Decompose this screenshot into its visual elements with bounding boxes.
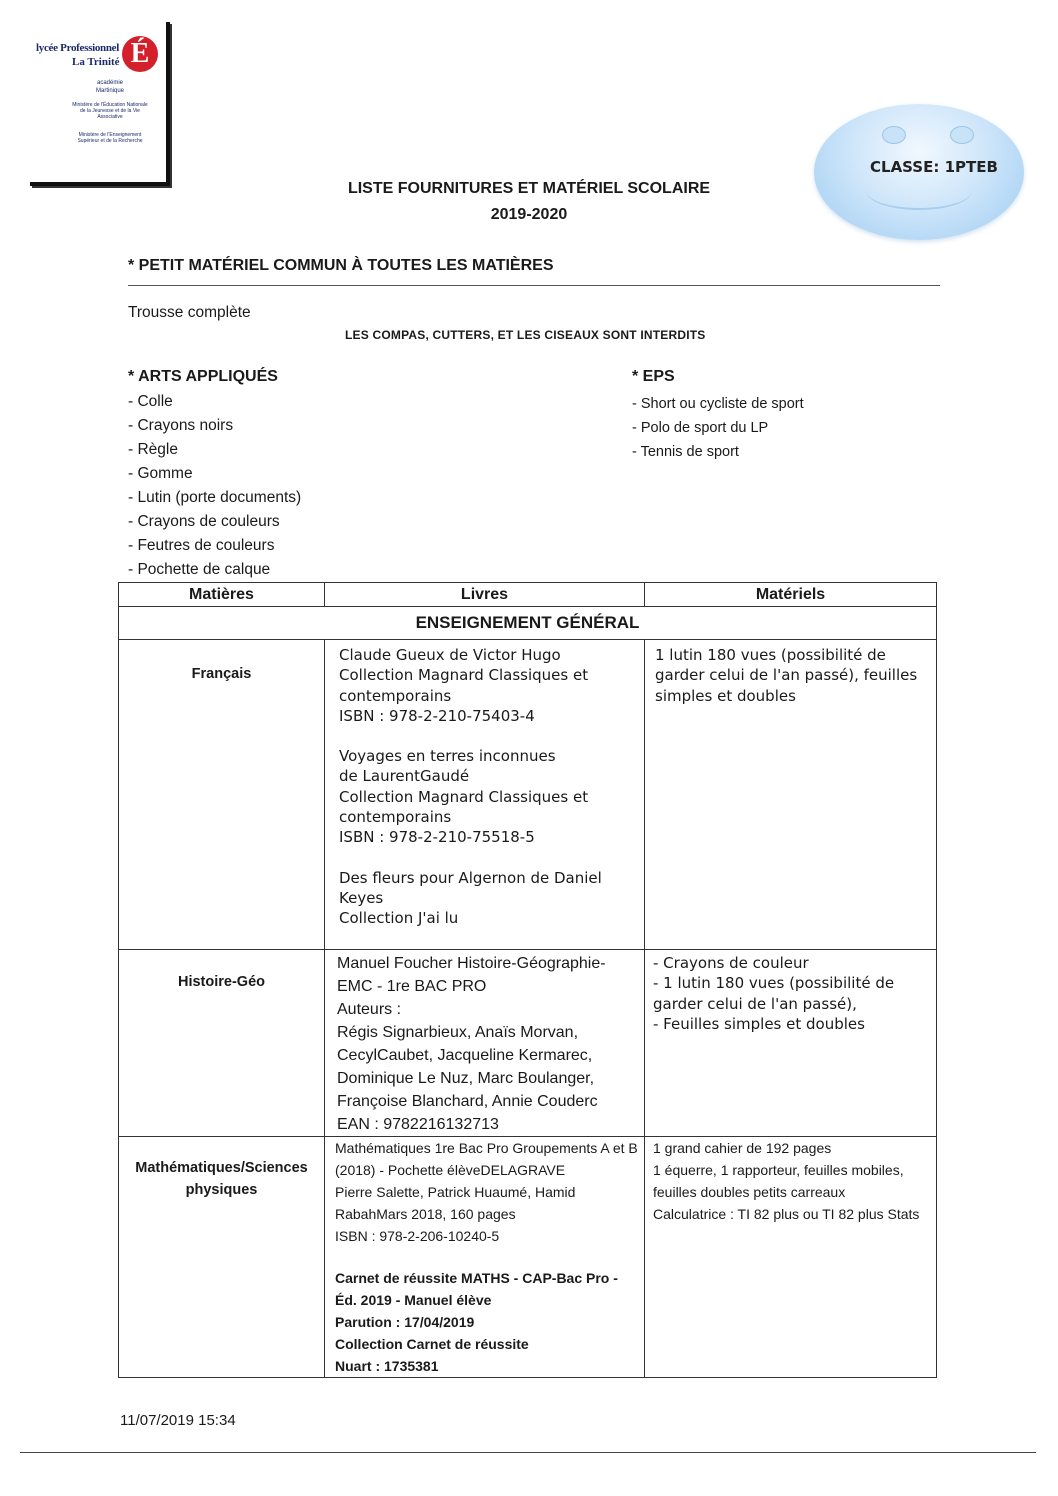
book-line: ISBN : 978-2-210-75518-5 bbox=[339, 828, 535, 847]
header-materiels: Matériels bbox=[645, 583, 937, 607]
page-title: LISTE FOURNITURES ET MATÉRIEL SCOLAIRE bbox=[347, 180, 711, 197]
list-item: - Short ou cycliste de sport bbox=[632, 396, 804, 412]
material-line: 1 grand cahier de 192 pages bbox=[653, 1139, 832, 1156]
material-line: - Crayons de couleur bbox=[653, 953, 809, 972]
footer-divider bbox=[20, 1452, 1036, 1453]
book-line: EAN : 9782216132713 bbox=[337, 1115, 499, 1133]
books-histoire-geo bbox=[325, 949, 645, 1136]
subject-maths: Mathématiques/Sciences physiques bbox=[119, 1136, 325, 1377]
material-line: - 1 lutin 180 vues (possibilité de garder celui de l'an passé), bbox=[653, 974, 895, 1013]
material-line: 1 équerre, 1 rapporteur, feuilles mobiles, feuilles doubles petits carreaux bbox=[653, 1161, 904, 1200]
material-line: Calculatrice : TI 82 plus ou TI 82 plus Stats bbox=[653, 1205, 920, 1222]
school-logo bbox=[30, 22, 170, 186]
supplies-table bbox=[118, 582, 937, 1378]
logo-ministry-1: Ministère de l'Éducation Nationale de la Jeunesse et de la Vie Associative bbox=[72, 102, 148, 120]
logo-region: Martinique bbox=[95, 88, 124, 94]
list-item: - Règle bbox=[128, 441, 178, 458]
table-row bbox=[119, 1136, 937, 1377]
eps-heading: * EPS bbox=[632, 368, 675, 385]
book-line: Claude Gueux de Victor Hugo bbox=[339, 646, 561, 664]
list-item: - Pochette de calque bbox=[128, 561, 271, 578]
book-line: Manuel Foucher Histoire-Géographie-EMC - 1re BAC PRO bbox=[337, 954, 606, 995]
book-line-bold: Carnet de réussite MATHS - CAP-Bac Pro - Éd. 2019 - Manuel élève bbox=[335, 1269, 618, 1308]
book-line: Régis Signarbieux, Anaïs Morvan, CecylCaubet, Jacqueline Kermarec, Dominique Le Nuz, Marc Boulanger, Françoise Blanchard, Annie Couderc bbox=[337, 1023, 598, 1110]
eps-list bbox=[632, 392, 804, 464]
list-item: - Lutin (porte documents) bbox=[128, 489, 302, 506]
school-year: 2019-2020 bbox=[490, 206, 568, 223]
heading-divider bbox=[128, 285, 940, 286]
books-francais bbox=[325, 640, 645, 950]
logo-ministry-2: Ministère de l'Enseignement Supérieur et de la Recherche bbox=[77, 132, 143, 144]
subject-francais: Français bbox=[119, 640, 325, 950]
list-item: - Feutres de couleurs bbox=[128, 537, 275, 554]
forbidden-warning: LES COMPAS, CUTTERS, ET LES CISEAUX SONT INTERDITS bbox=[345, 328, 706, 342]
table-header-row bbox=[119, 583, 937, 607]
section-title: ENSEIGNEMENT GÉNÉRAL bbox=[119, 607, 937, 640]
list-item: - Crayons noirs bbox=[128, 417, 234, 434]
logo-line-2: La Trinité bbox=[72, 56, 120, 68]
book-line-bold: Collection Carnet de réussite bbox=[335, 1335, 529, 1352]
materials-francais: 1 lutin 180 vues (possibilité de garder celui de l'an passé), feuilles simples et doubles bbox=[645, 640, 937, 950]
bubble-right-eye bbox=[950, 126, 974, 144]
list-item: - Gomme bbox=[128, 465, 193, 482]
table-row bbox=[119, 949, 937, 1136]
book-line-bold: Parution : 17/04/2019 bbox=[335, 1313, 475, 1330]
book-line: ISBN : 978-2-206-10240-5 bbox=[335, 1227, 500, 1244]
logo-academie: académie bbox=[96, 80, 123, 86]
arts-heading: * ARTS APPLIQUÉS bbox=[128, 368, 278, 385]
book-line: Voyages en terres inconnues bbox=[339, 747, 556, 766]
common-heading: * PETIT MATÉRIEL COMMUN À TOUTES LES MATIÈRES bbox=[128, 257, 554, 274]
book-line-bold: Nuart : 1735381 bbox=[335, 1357, 439, 1374]
list-item: - Tennis de sport bbox=[632, 444, 739, 460]
arts-list bbox=[128, 390, 301, 582]
book-line: Mathématiques 1re Bac Pro Groupements A et B (2018) - Pochette élèveDELAGRAVE bbox=[335, 1139, 638, 1178]
book-line: Des fleurs pour Algernon de Daniel Keyes bbox=[339, 868, 602, 907]
materials-maths bbox=[645, 1136, 937, 1377]
book-line: Collection Magnard Classiques et contemporains bbox=[339, 666, 589, 705]
book-line: Collection Magnard Classiques et contemporains bbox=[339, 787, 589, 827]
books-maths bbox=[325, 1136, 645, 1377]
trousse-text: Trousse complète bbox=[128, 304, 251, 321]
book-line: de LaurentGaudé bbox=[339, 767, 470, 786]
footer-date: 11/07/2019 15:34 bbox=[120, 1412, 236, 1429]
section-row bbox=[119, 607, 937, 640]
list-item: - Crayons de couleurs bbox=[128, 513, 280, 530]
logo-line-1: lycée Professionnel bbox=[36, 42, 119, 54]
header-matieres: Matières bbox=[119, 583, 325, 607]
list-item: - Polo de sport du LP bbox=[632, 420, 769, 436]
class-label: CLASSE: 1PTEB bbox=[870, 158, 998, 176]
material-line: - Feuilles simples et doubles bbox=[653, 1015, 865, 1034]
book-line: Pierre Salette, Patrick Huaumé, Hamid RabahMars 2018, 160 pages bbox=[335, 1183, 576, 1222]
materials-histoire-geo bbox=[645, 949, 937, 1136]
list-item: - Colle bbox=[128, 393, 173, 410]
book-line: Auteurs : bbox=[337, 1000, 402, 1018]
book-line: ISBN : 978-2-210-75403-4 bbox=[339, 706, 535, 725]
header-livres: Livres bbox=[325, 583, 645, 607]
bubble-left-eye bbox=[882, 126, 906, 144]
logo-badge: É bbox=[122, 36, 158, 72]
subject-histoire-geo: Histoire-Géo bbox=[119, 949, 325, 1136]
table-row bbox=[119, 640, 937, 950]
book-line: Collection J'ai lu bbox=[339, 909, 459, 928]
